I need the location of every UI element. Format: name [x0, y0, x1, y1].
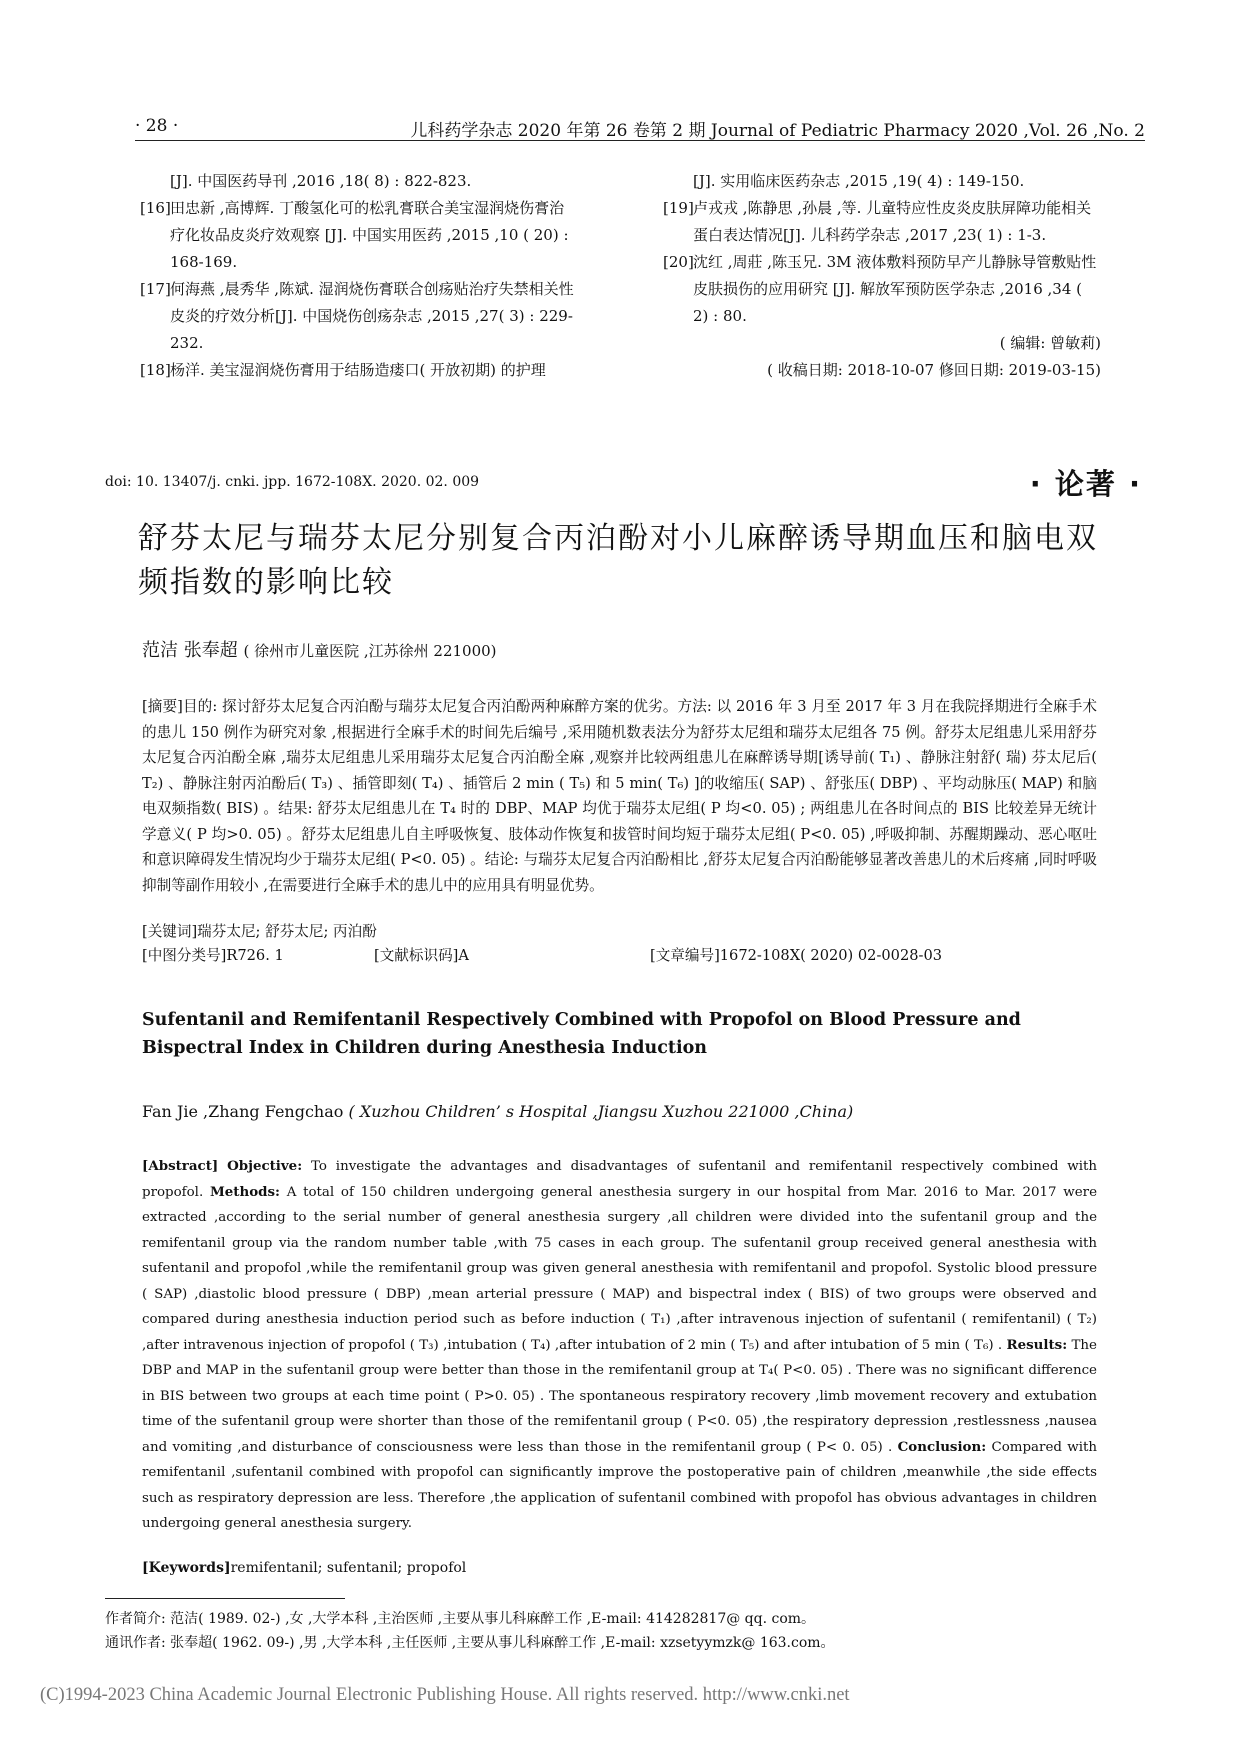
doi: doi: 10. 13407/j. cnki. jpp. 1672-108X. 2020. 02. 009 — [105, 474, 480, 490]
reference-item: [19] 卢戎戎 ,陈静思 ,孙晨 ,等. 儿童特应性皮炎皮肤屏障功能相关蛋白表达情况[J]. 儿科药学杂志 ,2017 ,23( 1) : 1-3. — [663, 199, 1092, 244]
title-chinese: 舒芬太尼与瑞芬太尼分别复合丙泊酚对小儿麻醉诱导期血压和脑电双频指数的影响比较 — [138, 521, 1098, 600]
affiliation-chinese: ( 徐州市儿童医院 ,江苏徐州 221000) — [243, 642, 497, 660]
keywords-english — [142, 1560, 466, 1576]
reference-item: [17] 何海燕 ,晨秀华 ,陈斌. 湿润烧伤膏联合创疡贴治疗失禁相关性皮炎的疗效分析[J]. 中国烧伤创疡杂志 ,2015 ,27( 3) : 229-232. — [140, 280, 574, 352]
objective-text: To investigate the advantages and disadvantages of sufentanil and remifentanil respectively combined with propofol. — [142, 1159, 1097, 1200]
section-label: · 论著 · — [1029, 467, 1142, 501]
editor-note: ( 编辑: 曾敏莉) — [999, 334, 1101, 352]
received-dates: ( 收稿日期: 2018-10-07 修回日期: 2019-03-15) — [767, 361, 1101, 379]
objective-label: Objective: — [227, 1158, 303, 1174]
authors-english — [142, 1102, 853, 1121]
references-right-column — [663, 168, 1101, 384]
methods-label: Methods: — [209, 1183, 280, 1200]
header-rule — [135, 140, 1145, 141]
footnote-rule — [105, 1598, 345, 1599]
conclusion-text: Compared with remifentanil ,sufentanil combined with propofol can significantly improve the postoperative pain of children ,meanwhile ,the side effects such as respiratory depression are less. Therefore ,the application of sufentanil combined with propofol has obvious advantages in children undergoing general anesthesia surgery. — [142, 1439, 1097, 1531]
journal-header: 儿科药学杂志 2020 年第 26 卷第 2 期 Journal of Pediatric Pharmacy 2020 ,Vol. 26 ,No. 2 — [410, 121, 1145, 141]
author-names-english: Fan Jie ,Zhang Fengchao — [142, 1102, 344, 1121]
author-names: 范洁 张奉超 — [142, 640, 238, 661]
page-number: · 28 · — [135, 116, 179, 136]
reference-item: [16] 田忠新 ,高博辉. 丁酸氢化可的松乳膏联合美宝湿润烧伤膏治疗化妆品皮炎疗效观察 [J]. 中国实用医药 ,2015 ,10 ( 20) : 168-169. — [140, 199, 569, 271]
document-code: [文献标识码]A — [374, 947, 469, 964]
references-left-column — [140, 168, 578, 384]
footnote-author: 作者简介: 范洁( 1989. 02-) ,女 ,大学本科 ,主治医师 ,主要从事儿科麻醉工作 ,E-mail: 414282817@ qq. com。 — [105, 1611, 816, 1627]
results-text: The DBP and MAP in the sufentanil group were better than those in the remifentanil group at T₄( P<0. 05) . There was no significant difference in BIS between two groups at each time point ( P>0. 05) . The spontaneous respiratory recovery ,limb movement recovery and extubation time of the sufentanil group were shorter than those of the remifentanil group ( P<0. 05) ,the respiratory depression ,restlessness ,nausea and vomiting ,and disturbance of consciousness were less than those in the remifentanil group ( P< 0. 05) . — [142, 1337, 1097, 1455]
reference-item: [J]. 中国医药导刊 ,2016 ,18( 8) : 822-823. — [170, 172, 472, 190]
footnote-corresponding: 通讯作者: 张奉超( 1962. 09-) ,男 ,大学本科 ,主任医师 ,主要从事儿科麻醉工作 ,E-mail: xzsetyymzk@ 163.com。 — [105, 1635, 835, 1651]
article-number: [文章编号]1672-108X( 2020) 02-0028-03 — [650, 947, 943, 964]
affiliation-english: ( Xuzhou Children’ s Hospital ,Jiangsu Xuzhou 221000 ,China) — [348, 1102, 854, 1121]
authors-chinese — [142, 636, 497, 662]
clc-number: [中图分类号]R726. 1 — [142, 947, 284, 964]
copyright-line: (C)1994-2023 China Academic Journal Electronic Publishing House. All rights reserved. http://www.cnki.net — [40, 1685, 850, 1705]
results-label: Results: — [1006, 1336, 1068, 1353]
reference-item: [20] 沈红 ,周莊 ,陈玉兄. 3M 液体敷料预防早产儿静脉导管敷贴性皮肤损伤的应用研究 [J]. 解放军预防医学杂志 ,2016 ,34 ( 2) : 80. — [663, 253, 1097, 325]
methods-text: A total of 150 children undergoing general anesthesia surgery in our hospital from Mar. 2016 to Mar. 2017 were extracted ,according to the serial number of general anesthesia surgery ,all children were divided into the sufentanil group and the remifentanil group via the random number table ,with 75 cases in each group. The sufentanil group received general anesthesia with sufentanil and propofol ,while the remifentanil group was given general anesthesia with remifentanil and propofol. Systolic blood pressure ( SAP) ,diastolic blood pressure ( DBP) ,mean arterial pressure ( MAP) and bispectral index ( BIS) of two groups were observed and compared during anesthesia induction period such as before induction ( T₁) ,after intravenous injection of sufentanil ( remifentanil) ( T₂) ,after intravenous injection of propofol ( T₃) ,intubation ( T₄) ,after intubation of 2 min ( T₅) and after intubation of 5 min ( T₆) . — [142, 1184, 1097, 1353]
keywords-text: remifentanil; sufentanil; propofol — [230, 1560, 467, 1576]
conclusion-label: Conclusion: — [897, 1438, 987, 1455]
abstract-chinese: [摘要]目的: 探讨舒芬太尼复合丙泊酚与瑞芬太尼复合丙泊酚两种麻醉方案的优劣。方法: 以 2016 年 3 月至 2017 年 3 月在我院择期进行全麻手术的患儿 150 例作为研究对象 ,根据进行全麻手术的时间先后编号 ,采用随机数表法分为舒芬太尼组和瑞芬太尼组各 75 例。舒芬太尼组患儿采用舒芬太尼复合丙泊酚全麻 ,瑞芬太尼组患儿采用瑞芬太尼复合丙泊酚全麻 ,观察并比较两组患儿在麻醉诱导期[诱导前( T₁) 、静脉注射舒( 瑞) 芬太尼后( T₂) 、静脉注射丙泊酚后( T₃) 、插管即刻( T₄) 、插管后 2 min ( T₅) 和 5 min( T₆) ]的收缩压( SAP) 、舒张压( DBP) 、平均动脉压( MAP) 和脑电双频指数( BIS) 。结果: 舒芬太尼组患儿在 T₄ 时的 DBP、MAP 均优于瑞芬太尼组( P 均<0. 05) ; 两组患儿在各时间点的 BIS 比较差异无统计学意义( P 均>0. 05) 。舒芬太尼组患儿自主呼吸恢复、肢体动作恢复和拔管时间均短于瑞芬太尼组( P<0. 05) ,呼吸抑制、苏醒期躁动、恶心呕吐和意识障碍发生情况均少于瑞芬太尼组( P<0. 05) 。结论: 与瑞芬太尼复合丙泊酚相比 ,舒芬太尼复合丙泊酚能够显著改善患儿的术后疼痛 ,同时呼吸抑制等副作用较小 ,在需要进行全麻手术的患儿中的应用具有明显优势。 — [142, 698, 1097, 894]
keywords-chinese: [关键词]瑞芬太尼; 舒芬太尼; 丙泊酚 — [142, 923, 377, 940]
keywords-label: [Keywords] — [142, 1560, 231, 1576]
abstract-english — [142, 1154, 1097, 1537]
abstract-label: [Abstract] — [142, 1158, 219, 1174]
reference-item: [18] 杨洋. 美宝湿润烧伤膏用于结肠造瘘口( 开放初期) 的护理 — [140, 361, 546, 379]
reference-item: [J]. 实用临床医药杂志 ,2015 ,19( 4) : 149-150. — [693, 172, 1025, 190]
title-english: Sufentanil and Remifentanil Respectively Combined with Propofol on Blood Pressure and Bispectral Index in Children during Anesthesia Induction — [142, 1010, 1021, 1058]
